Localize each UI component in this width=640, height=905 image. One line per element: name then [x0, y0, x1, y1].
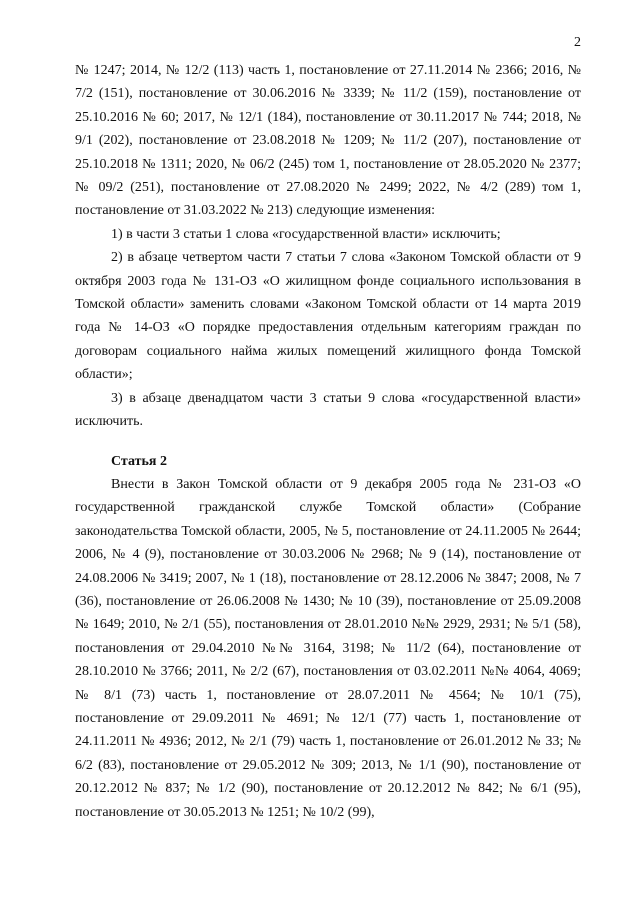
paragraph-article-2: Внести в Закон Томской области от 9 декабря 2005 года № 231-ОЗ «О государственной гражданской службе Томской области» (Собрание законодательства Томской области, 2005, № 5, постановление от 24.11.2005 № 2644; 2006, № 4 (9), постановление от 30.03.2006 № 2968; № 9 (14), постановление от 24.08.2006 № 3419; 2007, № 1 (18), постановление от 28.12.2006 № 3847; 2008, № 7 (36), постановление от 26.06.2008 № 1430; № 10 (39), постановление от 25.09.2008 № 1649; 2010, № 2/1 (55), постановления от 28.01.2010 №№ 2929, 2931; № 5/1 (58), постановления от 29.04.2010 №№ 3164, 3198; № 11/2 (64), постановление от 28.10.2010 № 3766; 2011, № 2/2 (67), постановления от 03.02.2011 №№ 4064, 4069; № 8/1 (73) часть 1, постановление от 28.07.2011 № 4564; № 10/1 (75), постановление от 29.09.2011 № 4691; № 12/1 (77) часть 1, постановление от 24.11.2011 № 4936; 2012, № 2/1 (79) часть 1, постановление от 26.01.2012 № 33; № 6/2 (83), постановление от 29.05.2012 № 309; 2013, № 1/1 (90), постановление от 20.12.2012 № 837; № 1/2 (90), постановление от 20.12.2012 № 842; № 6/1 (95), постановление от 30.05.2013 № 1251; № 10/2 (99), — [75, 476, 581, 820]
paragraph-amendments-list: № 1247; 2014, № 12/2 (113) часть 1, постановление от 27.11.2014 № 2366; 2016, № 7/2 (151), постановление от 30.06.2016 № 3339; № 11/2 (159), постановление от 25.10.2016 № 60; 2017, № 12/1 (184), постановление от 30.11.2017 № 744; 2018, № 9/1 (202), постановление от 23.08.2018 № 1209; № 11/2 (207), постановление от 25.10.2018 № 1311; 2020, № 06/2 (245) том 1, постановление от 28.05.2020 № 2377; № 09/2 (251), постановление от 27.08.2020 № 2499; 2022, № 4/2 (289) том 1, постановление от 31.03.2022 № 213) следующие изменения: — [75, 63, 581, 219]
paragraph-item-3: 3) в абзаце двенадцатом части 3 статьи 9 слова «государственной власти» исключить. — [75, 390, 581, 430]
paragraph-item-2: 2) в абзаце четвертом части 7 статьи 7 слова «Законом Томской области от 9 октября 2003 года № 131-ОЗ «О жилищном фонде социального использования в Томской области» заменить словами «Законом Томской области от 14 марта 2019 года № 14-ОЗ «О порядке предоставления отдельным категориям граждан по договорам социального найма жилых помещений жилищного фонда Томской области»; — [75, 250, 581, 383]
document-body — [75, 59, 581, 824]
page-number: 2 — [574, 35, 581, 50]
paragraph-item-1: 1) в части 3 статьи 1 слова «государственной власти» исключить; — [111, 226, 501, 242]
article-heading: Статья 2 — [111, 453, 167, 469]
